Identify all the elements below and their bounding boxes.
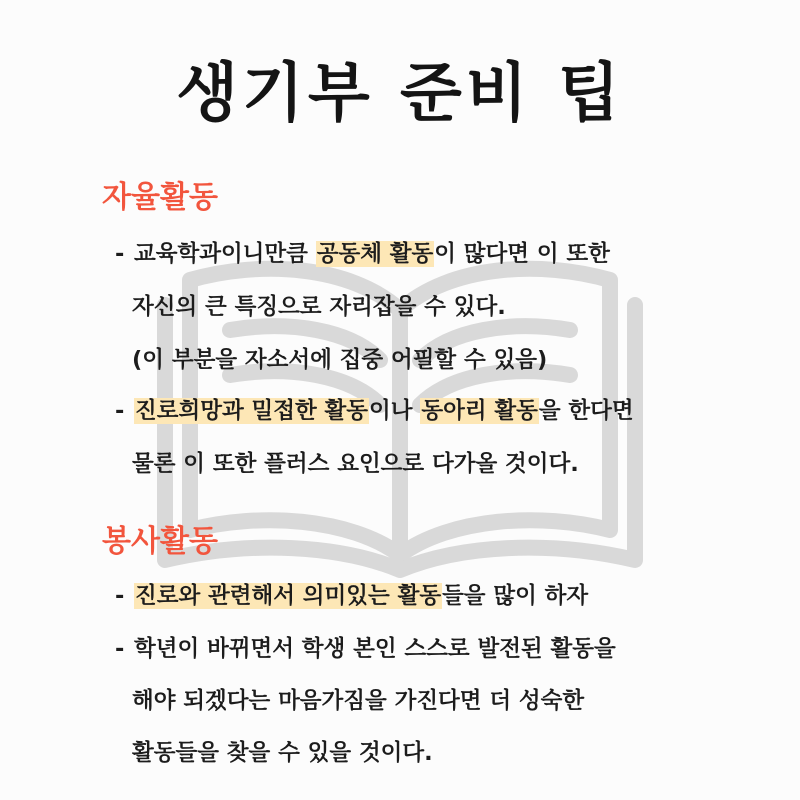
highlight: 진로와 관련해서 의미있는 활동 [135,583,442,609]
list-item: - 학년이 바뀌면서 학생 본인 스스로 발전된 활동을 [115,636,616,662]
list-item: - 진로와 관련해서 의미있는 활동들을 많이 하자 [115,583,589,609]
highlight: 진로희망과 밀접한 활동 [135,398,369,424]
list-item-continuation: (이 부분을 자소서에 집중 어필할 수 있음) [132,347,548,373]
list-item-continuation: 물론 이 또한 플러스 요인으로 다가올 것이다. [132,451,579,477]
list-item-continuation: 활동들을 찾을 수 있을 것이다. [132,740,433,766]
list-item: - 교육학과이니만큼 공동체 활동이 많다면 이 또한 [115,241,610,267]
page-title: 생기부 준비 팁 [176,57,624,131]
section-heading-volunteer: 봉사활동 [102,524,218,559]
highlight: 공동체 활동 [316,241,434,267]
list-item: - 진로희망과 밀접한 활동이나 동아리 활동을 한다면 [115,398,634,424]
section-heading-autonomy: 자율활동 [102,180,218,215]
list-item-continuation: 자신의 큰 특징으로 자리잡을 수 있다. [132,294,506,320]
list-item-continuation: 해야 되겠다는 마음가짐을 가진다면 더 성숙한 [132,688,585,714]
highlight: 동아리 활동 [421,398,538,424]
